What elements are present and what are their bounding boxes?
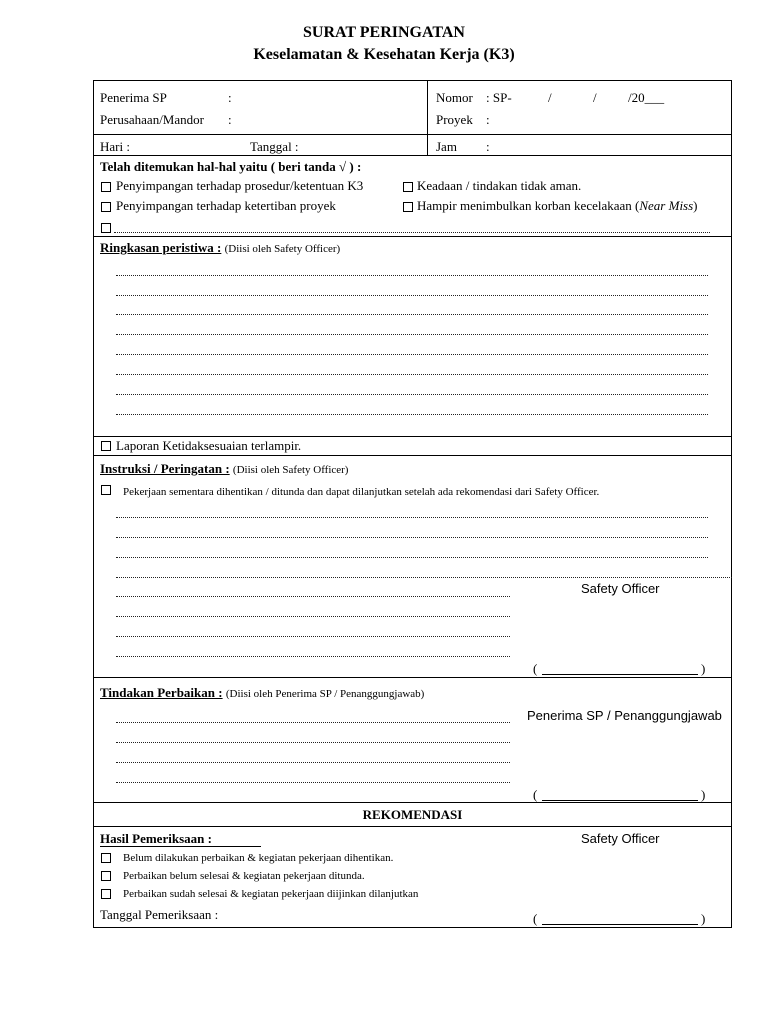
proyek-label: Proyek: [436, 112, 473, 127]
ringkasan-line[interactable]: [116, 334, 708, 335]
attachment-label: Laporan Ketidaksesuaian terlampir.: [116, 438, 302, 453]
penerima-label: Penerima SP: [100, 90, 167, 105]
rekomendasi-sign-open: (: [533, 911, 538, 926]
divider-header: [93, 134, 732, 135]
instruksi-line[interactable]: [116, 636, 510, 637]
tindakan-sign-close: ): [701, 787, 706, 802]
header-column-divider: [427, 80, 428, 155]
tindakan-line[interactable]: [116, 742, 510, 743]
instruksi-line[interactable]: [116, 557, 708, 558]
nomor-label: Nomor: [436, 90, 473, 105]
divider-instruksi: [93, 677, 732, 678]
divider-attachment: [93, 455, 732, 456]
instruksi-sign-open: (: [533, 661, 538, 676]
instruksi-line[interactable]: [116, 517, 708, 518]
tindakan-note: (Diisi oleh Penerima SP / Penanggungjawab): [225, 688, 425, 700]
instruksi-item: Pekerjaan sementara dihentikan / ditunda dan dapat dilanjutkan setelah ada rekomendasi dari Safety Officer.: [123, 486, 600, 498]
findings-option-3: Penyimpangan terhadap ketertiban proyek: [116, 198, 336, 213]
divider-tindakan: [93, 802, 732, 803]
penerima-colon: :: [228, 90, 232, 105]
findings-other-line[interactable]: [114, 232, 710, 233]
hasil-option-3: Perbaikan sudah selesai & kegiatan pekerjaan diijinkan dilanjutkan: [123, 888, 419, 900]
rekomendasi-signer: Safety Officer: [581, 831, 660, 846]
rekomendasi-sign-close: ): [701, 911, 706, 926]
findings-checkbox-2[interactable]: [403, 182, 413, 192]
instruksi-line[interactable]: [116, 577, 732, 578]
hari-label: Hari :: [100, 139, 130, 154]
findings-checkbox-4[interactable]: [403, 202, 413, 212]
instruksi-line[interactable]: [116, 656, 510, 657]
instruksi-heading: [100, 461, 348, 477]
ringkasan-line[interactable]: [116, 414, 708, 415]
tindakan-sign-open: (: [533, 787, 538, 802]
findings-checkbox-other[interactable]: [101, 223, 111, 233]
hasil-checkbox-2[interactable]: [101, 871, 111, 881]
nomor-year: /20___: [628, 90, 665, 105]
findings-option-4-suffix: ): [693, 198, 698, 213]
near-miss-italic: Near Miss: [639, 198, 694, 213]
document-subtitle: Keselamatan & Kesehatan Kerja (K3): [253, 46, 515, 63]
divider-ringkasan: [93, 436, 732, 437]
ringkasan-note: (Diisi oleh Safety Officer): [224, 243, 341, 255]
instruksi-note: (Diisi oleh Safety Officer): [232, 464, 349, 476]
tindakan-signature-line[interactable]: [542, 800, 698, 801]
hasil-option-1: Belum dilakukan perbaikan & kegiatan pekerjaan dihentikan.: [123, 852, 394, 864]
divider-hari: [93, 155, 732, 156]
hasil-checkbox-1[interactable]: [101, 853, 111, 863]
perusahaan-colon: :: [228, 112, 232, 127]
nomor-slash-1: /: [548, 90, 552, 105]
tanggal-pemeriksaan-label: Tanggal Pemeriksaan :: [100, 907, 219, 922]
tindakan-title: Tindakan Perbaikan :: [100, 685, 223, 700]
proyek-colon: :: [486, 112, 490, 127]
jam-label: Jam: [436, 139, 457, 154]
ringkasan-heading: [100, 240, 340, 256]
ringkasan-line[interactable]: [116, 275, 708, 276]
instruksi-title: Instruksi / Peringatan :: [100, 461, 230, 476]
ringkasan-line[interactable]: [116, 295, 708, 296]
divider-rekomendasi: [93, 826, 732, 827]
instruksi-signature-line[interactable]: [542, 674, 698, 675]
rekomendasi-heading: REKOMENDASI: [362, 807, 463, 822]
ringkasan-line[interactable]: [116, 354, 708, 355]
instruksi-line[interactable]: [116, 537, 708, 538]
nomor-slash-2: /: [593, 90, 597, 105]
hasil-option-2: Perbaikan belum selesai & kegiatan pekerjaan ditunda.: [123, 870, 365, 882]
findings-heading: Telah ditemukan hal-hal yaitu ( beri tanda √ ) :: [100, 159, 362, 174]
jam-colon: :: [486, 139, 490, 154]
ringkasan-title: Ringkasan peristiwa :: [100, 240, 222, 255]
findings-checkbox-1[interactable]: [101, 182, 111, 192]
findings-option-4-prefix: Hampir menimbulkan korban kecelakaan (: [417, 198, 640, 213]
hasil-underline: [100, 846, 261, 847]
document-title: SURAT PERINGATAN: [303, 24, 465, 41]
findings-option-2: Keadaan / tindakan tidak aman.: [417, 178, 582, 193]
divider-findings: [93, 236, 732, 237]
tindakan-signer: Penerima SP / Penanggungjawab: [527, 708, 722, 723]
instruksi-line[interactable]: [116, 596, 510, 597]
findings-option-4: [417, 198, 698, 214]
tindakan-line[interactable]: [116, 722, 510, 723]
ringkasan-line[interactable]: [116, 314, 708, 315]
findings-checkbox-3[interactable]: [101, 202, 111, 212]
instruksi-line[interactable]: [116, 616, 510, 617]
instruksi-checkbox[interactable]: [101, 485, 111, 495]
hasil-label: Hasil Pemeriksaan :: [100, 831, 212, 846]
attachment-checkbox[interactable]: [101, 441, 111, 451]
tindakan-line[interactable]: [116, 762, 510, 763]
instruksi-signer: Safety Officer: [581, 581, 660, 596]
tindakan-heading: [100, 685, 424, 701]
nomor-value: : SP-: [486, 90, 512, 105]
tanggal-label: Tanggal :: [250, 139, 299, 154]
ringkasan-line[interactable]: [116, 374, 708, 375]
tindakan-line[interactable]: [116, 782, 510, 783]
perusahaan-label: Perusahaan/Mandor: [100, 112, 204, 127]
ringkasan-line[interactable]: [116, 394, 708, 395]
instruksi-sign-close: ): [701, 661, 706, 676]
rekomendasi-signature-line[interactable]: [542, 924, 698, 925]
findings-option-1: Penyimpangan terhadap prosedur/ketentuan K3: [116, 178, 364, 193]
hasil-checkbox-3[interactable]: [101, 889, 111, 899]
